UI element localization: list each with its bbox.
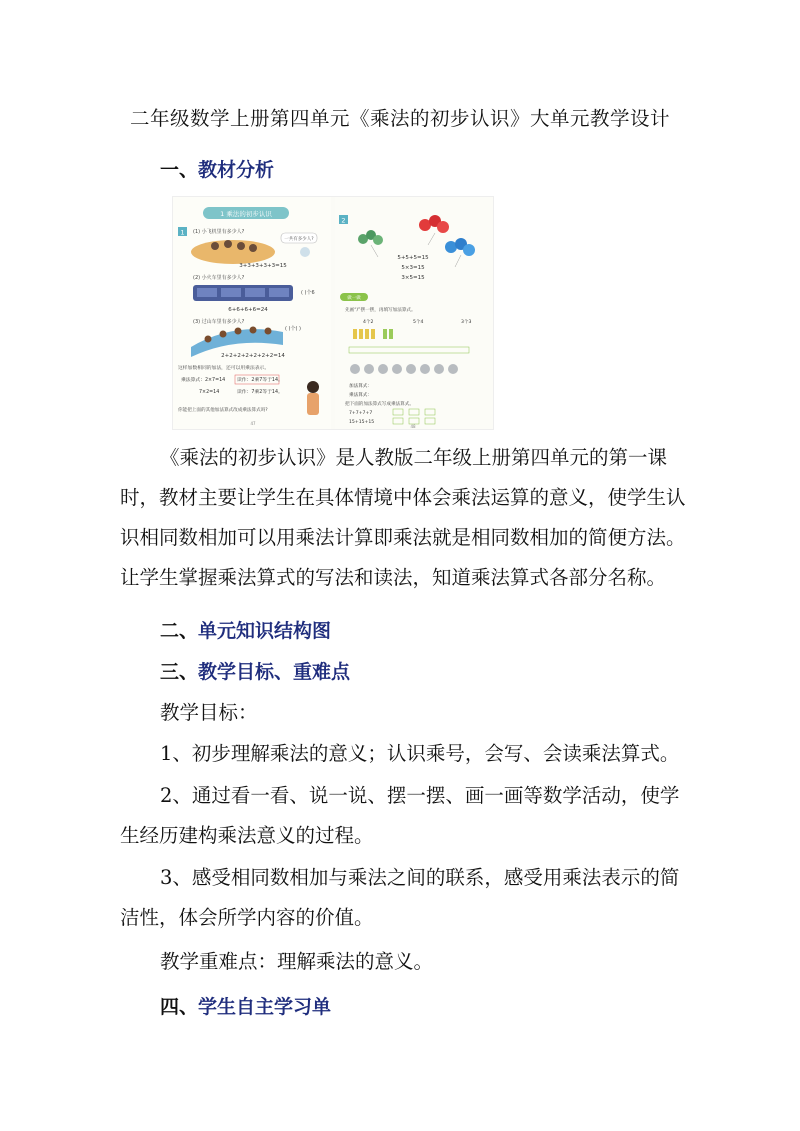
balloon-equation-2: 5×3=15	[401, 265, 425, 271]
exercise-1: 先画“/”摆一摆，再填写加法算式。	[345, 308, 416, 313]
example-number-left: 1	[180, 228, 185, 237]
section-number: 二、	[160, 620, 199, 642]
section-heading-3	[160, 657, 350, 684]
section-heading-1	[160, 155, 274, 182]
page-number-right: 48	[410, 424, 416, 429]
question-3: (3) 过山车里有多少人?	[193, 319, 245, 325]
goal-3: 3、感受相同数相加与乘法之间的联系，感受用乘法表示的简洁性，体会所学内容的价值。	[120, 866, 680, 929]
airplane-ride-image	[191, 240, 275, 264]
section-number: 一、	[160, 159, 199, 181]
exercise-3: 把下面的加法算式写成乘法算式。	[345, 402, 414, 407]
train-unit: ( )个6	[301, 290, 315, 296]
textbook-illustration	[172, 196, 494, 430]
section-number: 四、	[160, 996, 199, 1018]
exercise-2-a: 加法算式：	[349, 384, 372, 389]
document-title: 二年级数学上册第四单元《乘法的初步认识》大单元教学设计	[129, 107, 670, 130]
goals-label: 教学目标：	[160, 701, 258, 724]
exercise-tag-text: 做一做	[347, 296, 361, 301]
goal-2: 2、通过看一看、说一说、摆一摆、画一画等数学活动，使学生经历建构乘法意义的过程。	[120, 784, 680, 847]
balloon-equation-1: 5+5+5=15	[397, 255, 429, 261]
page-number-left: 47	[250, 421, 256, 426]
question-1: (1) 小飞机里有多少人?	[193, 229, 245, 235]
robot-image	[300, 247, 310, 257]
exercise-1-a: 4个2	[363, 320, 374, 325]
equation-2: 6+6+6+6=24	[228, 307, 268, 313]
section-number: 三、	[160, 661, 199, 683]
multiplication-b: 7×2=14	[199, 390, 220, 395]
robot-bubble: 一共有多少人?	[284, 237, 314, 242]
exercise-3-b: 15+15+15	[349, 420, 375, 425]
section-heading-4	[160, 992, 331, 1019]
section-title: 教学目标、重难点	[198, 661, 351, 683]
reading-b: 读作：7乘2等于14。	[237, 390, 283, 395]
balloon-equation-3: 3×5=15	[401, 275, 425, 281]
example-number-right: 2	[341, 216, 346, 225]
sticks-row	[353, 329, 393, 339]
key-points: 教学重难点：理解乘法的意义。	[160, 950, 434, 973]
girl-image	[307, 381, 319, 393]
section-title: 学生自主学习单	[198, 996, 332, 1018]
equation-3: 2+2+2+2+2+2+2=14	[221, 353, 285, 359]
exercise-1-b: 5个4	[413, 320, 424, 325]
multiplication-a: 乘法算式：2×7=14	[181, 378, 226, 383]
banner-text: 1 乘法的初步认识	[220, 210, 272, 218]
exercise-1-c: 3个3	[461, 320, 472, 325]
exercise-2-b: 乘法算式：	[349, 393, 372, 398]
exercise-3-a: 7+7+7+7	[349, 411, 373, 416]
goal-1: 1、初步理解乘法的意义；认识乘号，会写、会读乘法算式。	[160, 742, 680, 765]
note-2: 你能把上面的其他加法算式改成乘法算式吗?	[178, 408, 268, 413]
section-heading-2	[160, 616, 331, 643]
reading-a: 读作：2乘7等于14。	[237, 378, 283, 383]
note-1: 这样加数相同的加法，还可以用乘法表示。	[178, 366, 270, 371]
equation-1: 3+3+3+3+3=15	[239, 263, 287, 269]
question-2: (2) 小火车里有多少人?	[193, 275, 245, 281]
coaster-unit: ( )个( )	[285, 326, 301, 332]
textbook-pages	[173, 197, 493, 429]
section-title: 单元知识结构图	[198, 620, 332, 642]
paragraph-analysis: 《乘法的初步认识》是人教版二年级上册第四单元的第一课时，教材主要让学生在具体情境中体会乘法运算的意义，使学生认识相同数相加可以用乘法计算即乘法就是相同数相加的简便方法。让学生掌握乘法算式的写法和读法，知道乘法算式各部分名称。	[120, 446, 686, 589]
section-title: 教材分析	[198, 159, 275, 181]
